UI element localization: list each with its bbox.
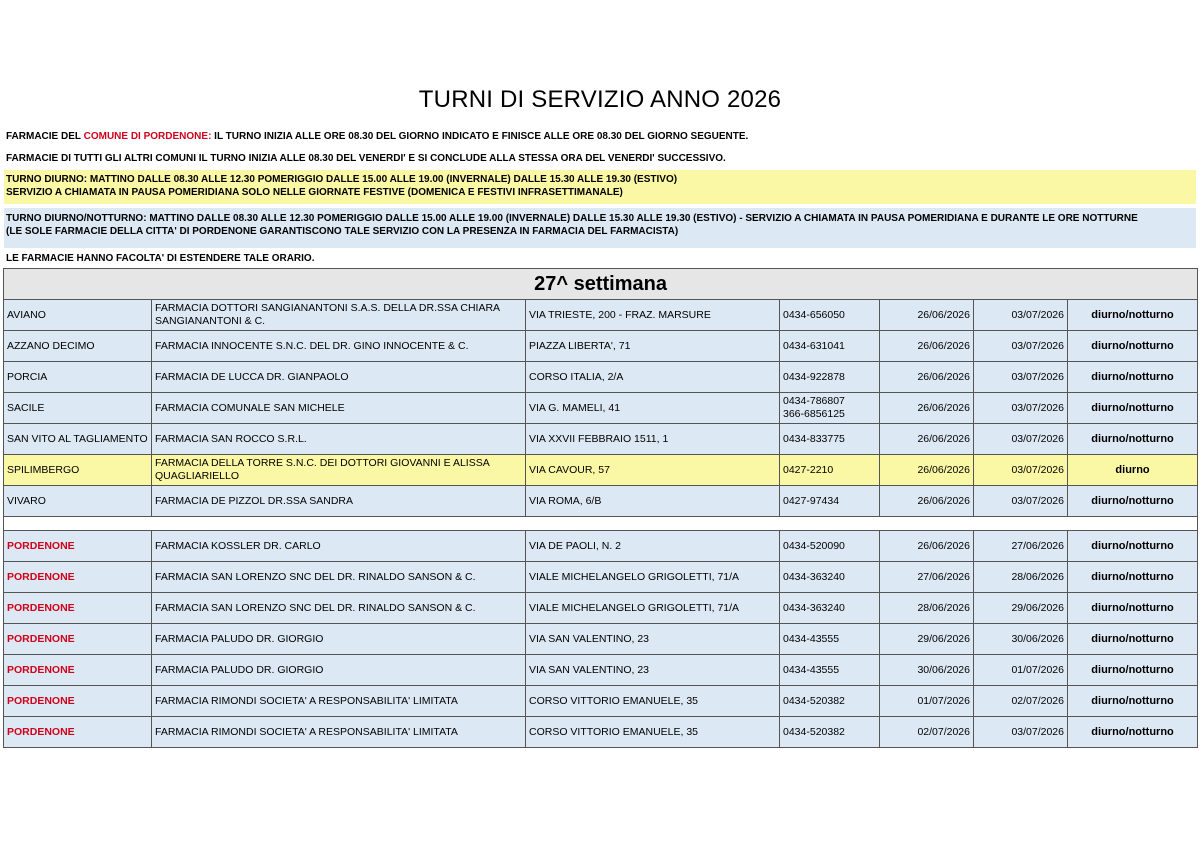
telefono-cell — [780, 486, 880, 517]
al-cell: 03/07/2026 — [974, 362, 1068, 393]
comune-cell: SACILE — [4, 393, 152, 424]
tipo-turno-cell: diurno/notturno — [1068, 531, 1198, 562]
comune-cell: PORDENONE — [4, 686, 152, 717]
dal-cell: 26/06/2026 — [880, 300, 974, 331]
tipo-turno-cell: diurno/notturno — [1068, 300, 1198, 331]
table-row — [4, 655, 1198, 686]
indirizzo-cell: VIA SAN VALENTINO, 23 — [526, 655, 780, 686]
spacer-row — [4, 517, 1198, 531]
telefono-value: 0427-97434 — [783, 494, 840, 507]
al-cell: 29/06/2026 — [974, 593, 1068, 624]
table-row — [4, 717, 1198, 748]
note-pordenone — [4, 130, 1196, 143]
note-turno-diurno-line2: SERVIZIO A CHIAMATA IN PAUSA POMERIDIANA SOLO NELLE GIORNATE FESTIVE (DOMENICA E FESTIVI INFRASETTIMANALE) — [6, 187, 623, 198]
table-row — [4, 686, 1198, 717]
telefono-value: 0434-43555 — [783, 632, 840, 645]
telefono-value: 0434-520090 — [783, 539, 845, 552]
telefono-value: 0434-922878 — [783, 370, 845, 383]
tipo-turno-cell: diurno/notturno — [1068, 655, 1198, 686]
table-row — [4, 624, 1198, 655]
indirizzo-cell: VIA SAN VALENTINO, 23 — [526, 624, 780, 655]
comune-cell: PORDENONE — [4, 624, 152, 655]
indirizzo-cell: VIALE MICHELANGELO GRIGOLETTI, 71/A — [526, 562, 780, 593]
table-row — [4, 562, 1198, 593]
farmacia-cell: FARMACIA DOTTORI SANGIANANTONI S.A.S. DELLA DR.SSA CHIARA SANGIANANTONI & C. — [152, 300, 526, 331]
comune-cell: SAN VITO AL TAGLIAMENTO — [4, 424, 152, 455]
telefono-value: 0434-363240 — [783, 570, 845, 583]
comune-cell: AZZANO DECIMO — [4, 331, 152, 362]
farmacia-cell: FARMACIA SAN LORENZO SNC DEL DR. RINALDO SANSON & C. — [152, 593, 526, 624]
note-turno-diurno-notturno-line2: (LE SOLE FARMACIE DELLA CITTA' DI PORDENONE GARANTISCONO TALE SERVIZIO CON LA PRESENZA IN FARMACIA DEL FARMACISTA) — [6, 226, 679, 237]
tipo-turno-cell: diurno/notturno — [1068, 393, 1198, 424]
table-row — [4, 424, 1198, 455]
telefono-value: 0434-786807 — [783, 395, 845, 407]
tipo-turno-cell: diurno/notturno — [1068, 362, 1198, 393]
table-row — [4, 593, 1198, 624]
telefono-cell — [780, 562, 880, 593]
page-title: TURNI DI SERVIZIO ANNO 2026 — [418, 86, 782, 113]
al-cell: 03/07/2026 — [974, 455, 1068, 486]
dal-cell: 01/07/2026 — [880, 686, 974, 717]
farmacia-cell: FARMACIA KOSSLER DR. CARLO — [152, 531, 526, 562]
indirizzo-cell: CORSO VITTORIO EMANUELE, 35 — [526, 686, 780, 717]
tipo-turno-cell: diurno/notturno — [1068, 331, 1198, 362]
telefono-value: 0434-833775 — [783, 432, 845, 445]
al-cell: 03/07/2026 — [974, 424, 1068, 455]
indirizzo-cell: CORSO VITTORIO EMANUELE, 35 — [526, 717, 780, 748]
table-row — [4, 486, 1198, 517]
dal-cell: 26/06/2026 — [880, 393, 974, 424]
al-cell: 03/07/2026 — [974, 331, 1068, 362]
table-row — [4, 455, 1198, 486]
note-pordenone-suffix: IL TURNO INIZIA ALLE ORE 08.30 DEL GIORNO INDICATO E FINISCE ALLE ORE 08.30 DEL GIORNO SEGUENTE. — [211, 131, 749, 142]
farmacia-cell: FARMACIA PALUDO DR. GIORGIO — [152, 655, 526, 686]
indirizzo-cell: VIA DE PAOLI, N. 2 — [526, 531, 780, 562]
spacer-cell — [4, 517, 1198, 531]
al-cell: 03/07/2026 — [974, 393, 1068, 424]
telefono-value-2: 366-6856125 — [783, 408, 845, 420]
indirizzo-cell: VIA ROMA, 6/B — [526, 486, 780, 517]
indirizzo-cell: VIA G. MAMELI, 41 — [526, 393, 780, 424]
tipo-turno-cell: diurno/notturno — [1068, 562, 1198, 593]
telefono-value: 0434-43555 — [783, 663, 840, 676]
farmacia-cell: FARMACIA SAN ROCCO S.R.L. — [152, 424, 526, 455]
farmacia-cell: FARMACIA RIMONDI SOCIETA' A RESPONSABILITA' LIMITATA — [152, 717, 526, 748]
dal-cell: 29/06/2026 — [880, 624, 974, 655]
farmacia-cell: FARMACIA DE PIZZOL DR.SSA SANDRA — [152, 486, 526, 517]
comune-cell: PORDENONE — [4, 531, 152, 562]
dal-cell: 26/06/2026 — [880, 362, 974, 393]
table-row — [4, 362, 1198, 393]
telefono-value: 0434-520382 — [783, 694, 845, 707]
week-label: 27^ settimana — [4, 269, 1198, 300]
telefono-cell — [780, 624, 880, 655]
table-row — [4, 393, 1198, 424]
al-cell: 30/06/2026 — [974, 624, 1068, 655]
telefono-value: 0434-520382 — [783, 725, 845, 738]
al-cell: 03/07/2026 — [974, 717, 1068, 748]
dal-cell: 27/06/2026 — [880, 562, 974, 593]
indirizzo-cell: VIALE MICHELANGELO GRIGOLETTI, 71/A — [526, 593, 780, 624]
turni-table — [3, 268, 1198, 748]
al-cell: 03/07/2026 — [974, 300, 1068, 331]
note-turno-diurno — [4, 170, 1196, 204]
indirizzo-cell: PIAZZA LIBERTA', 71 — [526, 331, 780, 362]
indirizzo-cell: VIA CAVOUR, 57 — [526, 455, 780, 486]
comune-cell: PORCIA — [4, 362, 152, 393]
tipo-turno-cell: diurno — [1068, 455, 1198, 486]
farmacia-cell: FARMACIA DE LUCCA DR. GIANPAOLO — [152, 362, 526, 393]
farmacia-cell: FARMACIA SAN LORENZO SNC DEL DR. RINALDO SANSON & C. — [152, 562, 526, 593]
farmacia-cell: FARMACIA DELLA TORRE S.N.C. DEI DOTTORI GIOVANNI E ALISSA QUAGLIARIELLO — [152, 455, 526, 486]
al-cell: 28/06/2026 — [974, 562, 1068, 593]
indirizzo-cell: VIA XXVII FEBBRAIO 1511, 1 — [526, 424, 780, 455]
al-cell: 01/07/2026 — [974, 655, 1068, 686]
telefono-cell — [780, 655, 880, 686]
tipo-turno-cell: diurno/notturno — [1068, 486, 1198, 517]
telefono-cell — [780, 717, 880, 748]
note-facolta: LE FARMACIE HANNO FACOLTA' DI ESTENDERE TALE ORARIO. — [6, 253, 315, 264]
dal-cell: 28/06/2026 — [880, 593, 974, 624]
comune-cell: AVIANO — [4, 300, 152, 331]
comune-cell: SPILIMBERGO — [4, 455, 152, 486]
tipo-turno-cell: diurno/notturno — [1068, 593, 1198, 624]
table-row — [4, 331, 1198, 362]
telefono-cell — [780, 362, 880, 393]
telefono-value: 0434-656050 — [783, 308, 845, 321]
telefono-value: 0434-631041 — [783, 339, 845, 352]
indirizzo-cell: CORSO ITALIA, 2/A — [526, 362, 780, 393]
farmacia-cell: FARMACIA INNOCENTE S.N.C. DEL DR. GINO INNOCENTE & C. — [152, 331, 526, 362]
dal-cell: 30/06/2026 — [880, 655, 974, 686]
note-altri-comuni: FARMACIE DI TUTTI GLI ALTRI COMUNI IL TURNO INIZIA ALLE 08.30 DEL VENERDI' E SI CONCLUDE ALLA STESSA ORA DEL VENERDI' SUCCESSIVO. — [6, 153, 726, 164]
al-cell: 02/07/2026 — [974, 686, 1068, 717]
telefono-cell — [780, 393, 880, 424]
dal-cell: 26/06/2026 — [880, 331, 974, 362]
farmacia-cell: FARMACIA RIMONDI SOCIETA' A RESPONSABILITA' LIMITATA — [152, 686, 526, 717]
comune-cell: PORDENONE — [4, 562, 152, 593]
al-cell: 27/06/2026 — [974, 531, 1068, 562]
tipo-turno-cell: diurno/notturno — [1068, 624, 1198, 655]
dal-cell: 26/06/2026 — [880, 424, 974, 455]
comune-cell: VIVARO — [4, 486, 152, 517]
table-row — [4, 531, 1198, 562]
comune-cell: PORDENONE — [4, 655, 152, 686]
telefono-cell — [780, 300, 880, 331]
comune-cell: PORDENONE — [4, 717, 152, 748]
dal-cell: 26/06/2026 — [880, 531, 974, 562]
al-cell: 03/07/2026 — [974, 486, 1068, 517]
note-turno-diurno-notturno — [4, 208, 1196, 248]
telefono-cell — [780, 531, 880, 562]
tipo-turno-cell: diurno/notturno — [1068, 686, 1198, 717]
indirizzo-cell: VIA TRIESTE, 200 - FRAZ. MARSURE — [526, 300, 780, 331]
comune-cell: PORDENONE — [4, 593, 152, 624]
note-pordenone-prefix: FARMACIE DEL — [6, 131, 84, 142]
telefono-cell — [780, 424, 880, 455]
telefono-value: 0427-2210 — [783, 463, 834, 476]
note-pordenone-highlight: COMUNE DI PORDENONE: — [83, 131, 212, 142]
tipo-turno-cell: diurno/notturno — [1068, 424, 1198, 455]
tipo-turno-cell: diurno/notturno — [1068, 717, 1198, 748]
dal-cell: 26/06/2026 — [880, 455, 974, 486]
telefono-cell — [780, 455, 880, 486]
note-turno-diurno-line1: TURNO DIURNO: MATTINO DALLE 08.30 ALLE 12.30 POMERIGGIO DALLE 15.00 ALLE 19.00 (INVERNALE) DALLE 15.30 ALLE 19.30 (ESTIVO) — [6, 174, 678, 185]
dal-cell: 02/07/2026 — [880, 717, 974, 748]
farmacia-cell: FARMACIA COMUNALE SAN MICHELE — [152, 393, 526, 424]
farmacia-cell: FARMACIA PALUDO DR. GIORGIO — [152, 624, 526, 655]
week-header-row — [4, 269, 1198, 300]
dal-cell: 26/06/2026 — [880, 486, 974, 517]
telefono-cell — [780, 331, 880, 362]
telefono-value: 0434-363240 — [783, 601, 845, 614]
note-turno-diurno-notturno-line1: TURNO DIURNO/NOTTURNO: MATTINO DALLE 08.30 ALLE 12.30 POMERIGGIO DALLE 15.00 ALLE 19.00 (INVERNALE) DALLE 15.30 ALLE 19.30 (ESTIVO) - SERVIZIO A CHIAMATA IN PAUSA POMERIDIANA E DURANTE LE ORE NOTTURNE — [6, 213, 1138, 224]
table-row — [4, 300, 1198, 331]
telefono-cell — [780, 686, 880, 717]
telefono-cell — [780, 593, 880, 624]
